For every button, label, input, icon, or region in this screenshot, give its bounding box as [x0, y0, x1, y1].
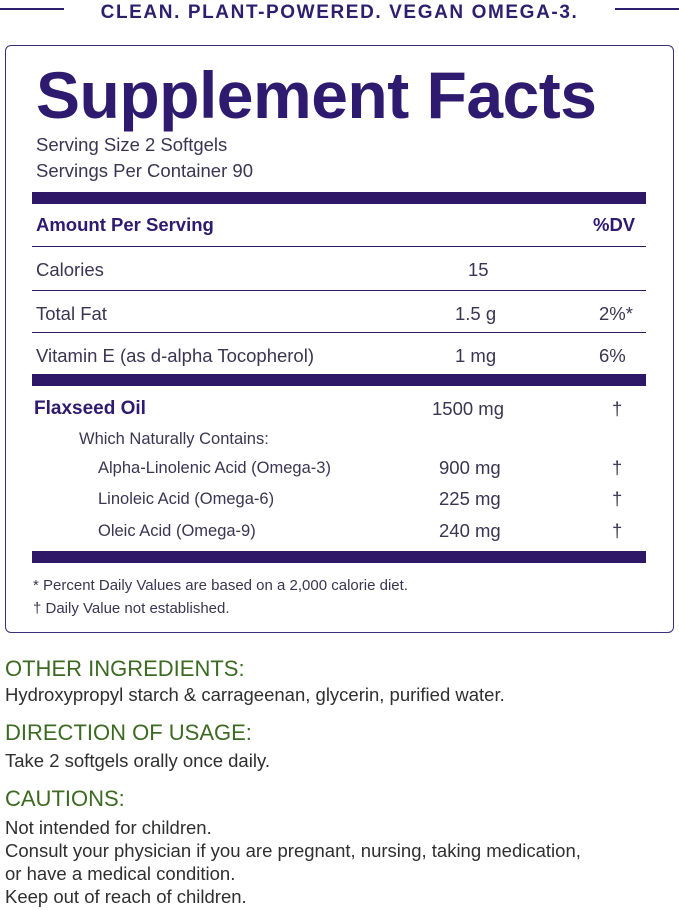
main-ingredient-amount: 1500 mg	[432, 398, 504, 419]
footnote-dv-not-established: † Daily Value not established.	[33, 600, 230, 617]
row-divider	[32, 290, 646, 291]
tagline-divider-right	[615, 8, 679, 10]
caution-line: or have a medical condition.	[5, 863, 236, 884]
sub-ingredient-name: Linoleic Acid (Omega-6)	[98, 490, 275, 508]
tagline-banner	[0, 0, 679, 28]
row-divider	[32, 246, 646, 247]
amount-per-serving-header: Amount Per Serving	[36, 214, 214, 235]
direction-heading: DIRECTION OF USAGE:	[5, 720, 252, 745]
main-ingredient-name: Flaxseed Oil	[34, 398, 146, 419]
contains-label: Which Naturally Contains:	[79, 430, 269, 448]
nutrient-name-total-fat: Total Fat	[36, 303, 107, 324]
row-divider	[32, 332, 646, 333]
nutrient-name-vitamin-e: Vitamin E (as d-alpha Tocopherol)	[36, 345, 314, 366]
nutrient-name-calories: Calories	[36, 259, 104, 280]
caution-line: Keep out of reach of children.	[5, 886, 247, 907]
nutrient-amount-calories: 15	[468, 259, 489, 280]
dv-header: %DV	[593, 214, 636, 235]
sub-ingredient-name: Oleic Acid (Omega-9)	[98, 522, 256, 540]
other-ingredients-text: Hydroxypropyl starch & carrageenan, glycerin, purified water.	[5, 684, 505, 705]
nutrient-dv-total-fat: 2%*	[599, 303, 633, 324]
main-ingredient-dv: †	[612, 398, 623, 419]
servings-per-container: Servings Per Container 90	[36, 160, 253, 181]
thick-divider-top	[32, 192, 646, 204]
sub-ingredient-dv: †	[612, 520, 623, 541]
facts-title: Supplement Facts	[36, 58, 597, 132]
nutrient-amount-vitamin-e: 1 mg	[455, 345, 497, 366]
caution-line: Not intended for children.	[5, 817, 212, 838]
direction-text: Take 2 softgels orally once daily.	[5, 750, 270, 771]
sub-ingredient-dv: †	[612, 457, 623, 478]
other-ingredients-heading: OTHER INGREDIENTS:	[5, 656, 245, 681]
thick-divider-middle	[32, 374, 646, 386]
sub-ingredient-amount: 225 mg	[439, 488, 501, 509]
sub-ingredient-dv: †	[612, 488, 623, 509]
nutrient-dv-vitamin-e: 6%	[599, 345, 626, 366]
sub-ingredient-name: Alpha-Linolenic Acid (Omega-3)	[98, 459, 331, 477]
serving-size: Serving Size 2 Softgels	[36, 134, 228, 155]
nutrient-amount-total-fat: 1.5 g	[455, 303, 497, 324]
caution-line: Consult your physician if you are pregnant, nursing, taking medication,	[5, 840, 581, 861]
sub-ingredient-amount: 900 mg	[439, 457, 501, 478]
thick-divider-bottom	[32, 551, 646, 563]
cautions-heading: CAUTIONS:	[5, 786, 125, 811]
footnote-percent-dv: * Percent Daily Values are based on a 2,000 calorie diet.	[33, 577, 408, 594]
tagline-text: CLEAN. PLANT-POWERED. VEGAN OMEGA-3.	[100, 2, 579, 23]
sub-ingredient-amount: 240 mg	[439, 520, 501, 541]
